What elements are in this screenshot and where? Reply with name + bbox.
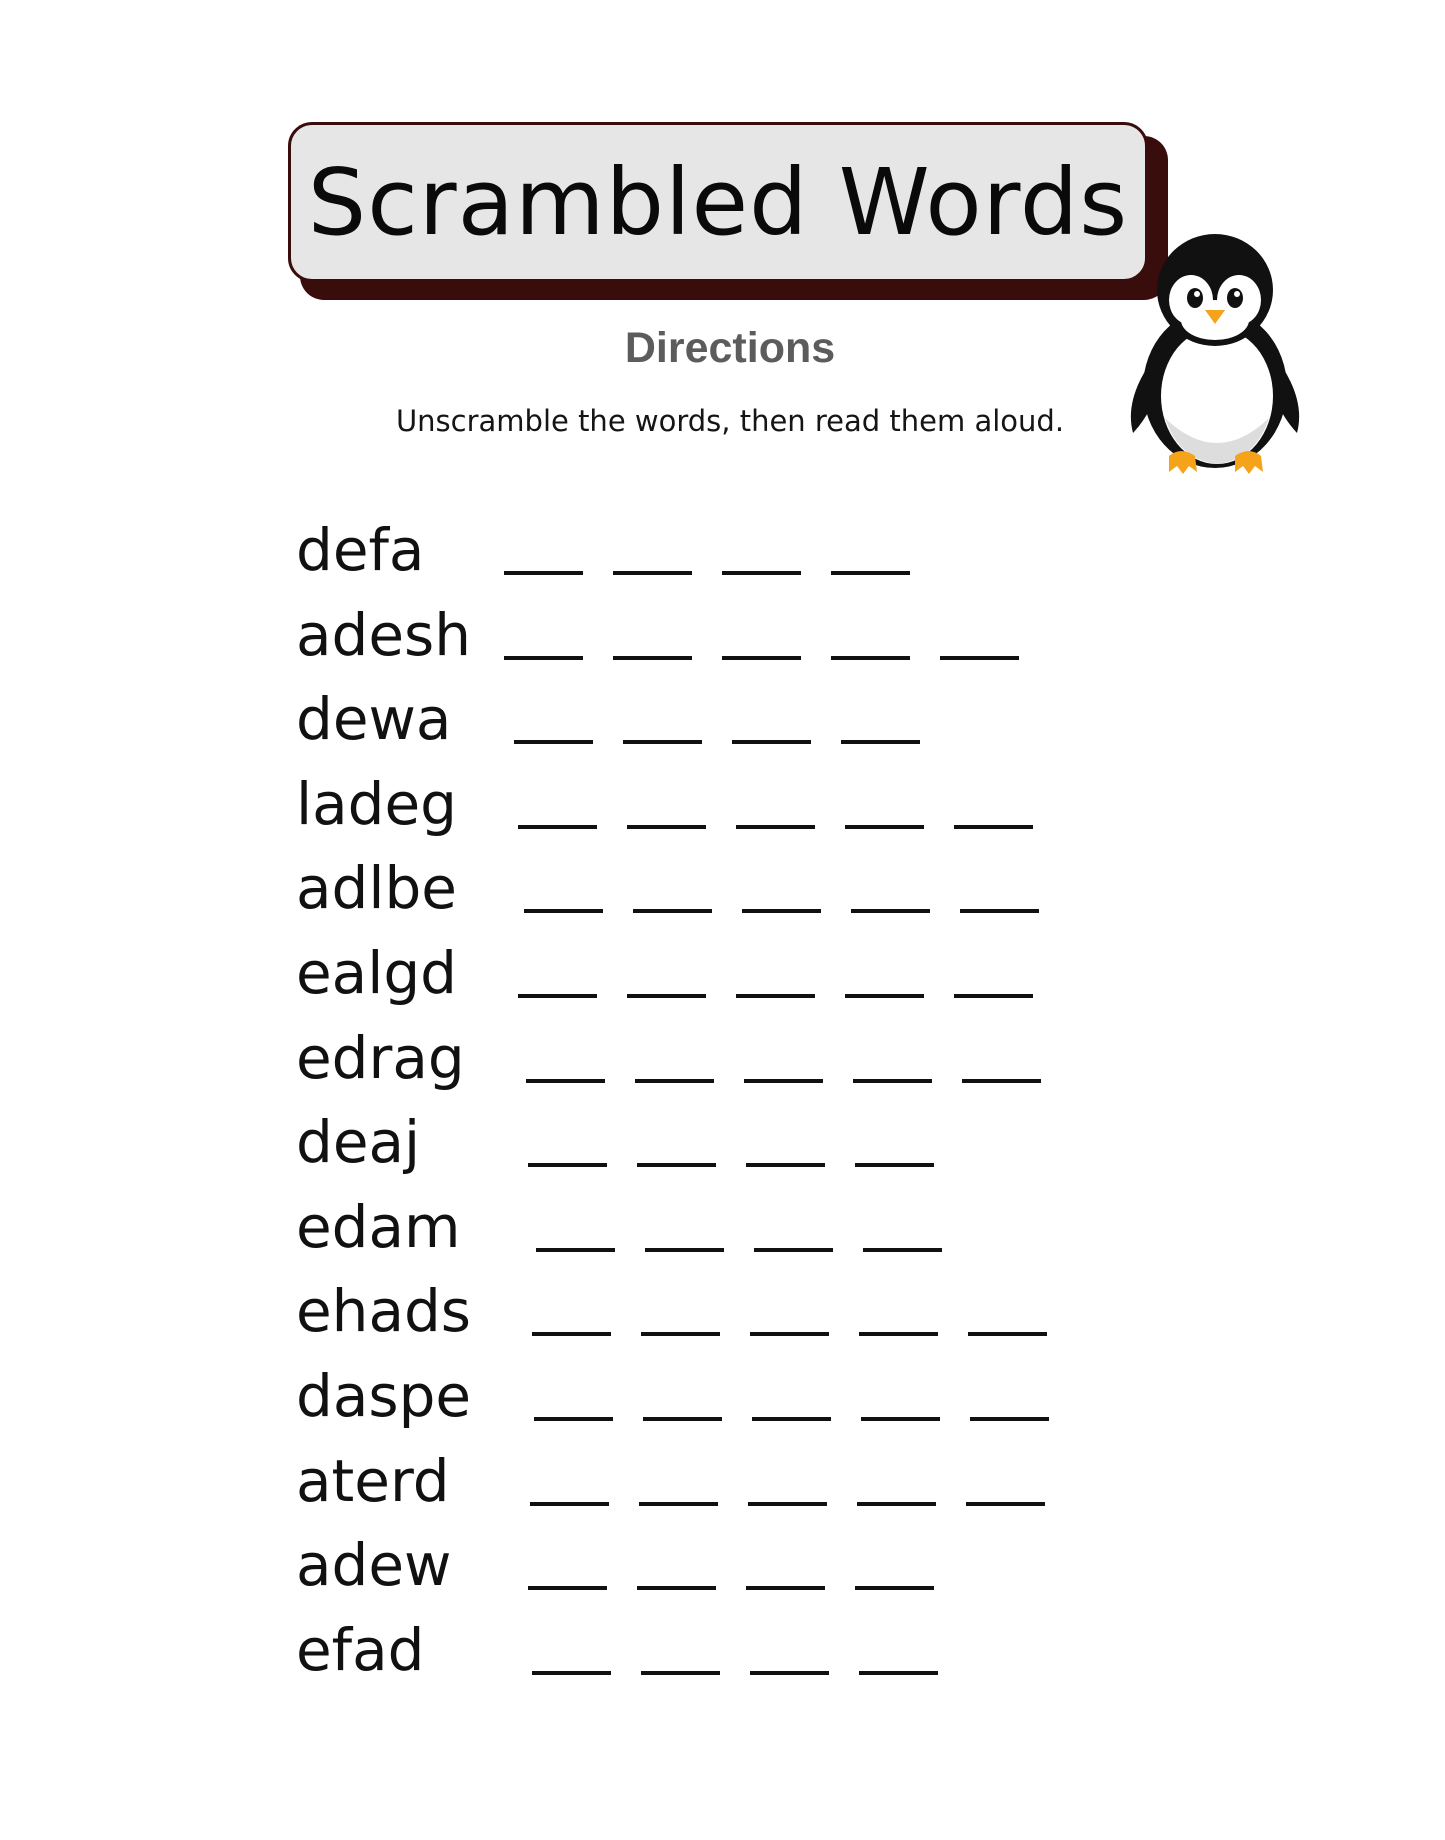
- scrambled-word: dewa: [296, 685, 452, 754]
- answer-blanks: [528, 1586, 934, 1590]
- letter-blank[interactable]: [750, 1671, 829, 1675]
- scrambled-word: adew: [296, 1531, 452, 1600]
- answer-blanks: [504, 656, 1019, 660]
- letter-blank[interactable]: [859, 1332, 938, 1336]
- letter-blank[interactable]: [845, 825, 924, 829]
- letter-blank[interactable]: [641, 1332, 720, 1336]
- letter-blank[interactable]: [940, 656, 1019, 660]
- letter-blank[interactable]: [855, 1586, 934, 1590]
- word-row: [296, 1269, 1196, 1354]
- word-row: [296, 1439, 1196, 1524]
- page-title: Scrambled Words: [307, 148, 1129, 256]
- letter-blank[interactable]: [532, 1671, 611, 1675]
- letter-blank[interactable]: [960, 909, 1039, 913]
- letter-blank[interactable]: [736, 825, 815, 829]
- answer-blanks: [534, 1417, 1049, 1421]
- letter-blank[interactable]: [534, 1417, 613, 1421]
- word-row: [296, 1608, 1196, 1693]
- letter-blank[interactable]: [528, 1586, 607, 1590]
- scrambled-word: aterd: [296, 1446, 450, 1515]
- letter-blank[interactable]: [635, 1079, 714, 1083]
- letter-blank[interactable]: [518, 994, 597, 998]
- letter-blank[interactable]: [746, 1163, 825, 1167]
- scrambled-word: edam: [296, 1192, 461, 1261]
- answer-blanks: [504, 571, 910, 575]
- letter-blank[interactable]: [643, 1417, 722, 1421]
- letter-blank[interactable]: [637, 1586, 716, 1590]
- letter-blank[interactable]: [861, 1417, 940, 1421]
- letter-blank[interactable]: [613, 571, 692, 575]
- scrambled-word: ladeg: [296, 769, 457, 838]
- letter-blank[interactable]: [623, 740, 702, 744]
- word-row: [296, 677, 1196, 762]
- scrambled-word: deaj: [296, 1108, 421, 1177]
- title-box: [288, 122, 1148, 282]
- answer-blanks: [528, 1163, 934, 1167]
- scrambled-word: edrag: [296, 1023, 465, 1092]
- letter-blank[interactable]: [722, 656, 801, 660]
- scrambled-word: ealgd: [296, 938, 457, 1007]
- letter-blank[interactable]: [853, 1079, 932, 1083]
- letter-blank[interactable]: [851, 909, 930, 913]
- letter-blank[interactable]: [962, 1079, 1041, 1083]
- letter-blank[interactable]: [859, 1671, 938, 1675]
- letter-blank[interactable]: [954, 825, 1033, 829]
- letter-blank[interactable]: [641, 1671, 720, 1675]
- scrambled-word: daspe: [296, 1361, 472, 1430]
- answer-blanks: [518, 994, 1033, 998]
- word-list: [296, 508, 1196, 1692]
- letter-blank[interactable]: [831, 656, 910, 660]
- answer-blanks: [532, 1332, 1047, 1336]
- letter-blank[interactable]: [742, 909, 821, 913]
- letter-blank[interactable]: [863, 1248, 942, 1252]
- letter-blank[interactable]: [746, 1586, 825, 1590]
- letter-blank[interactable]: [613, 656, 692, 660]
- letter-blank[interactable]: [536, 1248, 615, 1252]
- letter-blank[interactable]: [748, 1502, 827, 1506]
- penguin-icon: [1125, 228, 1305, 480]
- scrambled-word: adesh: [296, 600, 472, 669]
- answer-blanks: [532, 1671, 938, 1675]
- word-row: [296, 1185, 1196, 1270]
- word-row: [296, 593, 1196, 678]
- letter-blank[interactable]: [845, 994, 924, 998]
- word-row: [296, 508, 1196, 593]
- letter-blank[interactable]: [504, 571, 583, 575]
- letter-blank[interactable]: [518, 825, 597, 829]
- letter-blank[interactable]: [722, 571, 801, 575]
- letter-blank[interactable]: [966, 1502, 1045, 1506]
- letter-blank[interactable]: [970, 1417, 1049, 1421]
- word-row: [296, 762, 1196, 847]
- letter-blank[interactable]: [530, 1502, 609, 1506]
- letter-blank[interactable]: [855, 1163, 934, 1167]
- letter-blank[interactable]: [732, 740, 811, 744]
- letter-blank[interactable]: [857, 1502, 936, 1506]
- letter-blank[interactable]: [627, 825, 706, 829]
- letter-blank[interactable]: [968, 1332, 1047, 1336]
- scrambled-word: ehads: [296, 1277, 472, 1346]
- letter-blank[interactable]: [645, 1248, 724, 1252]
- letter-blank[interactable]: [954, 994, 1033, 998]
- letter-blank[interactable]: [637, 1163, 716, 1167]
- answer-blanks: [526, 1079, 1041, 1083]
- letter-blank[interactable]: [526, 1079, 605, 1083]
- answer-blanks: [530, 1502, 1045, 1506]
- word-row: [296, 1016, 1196, 1101]
- word-row: [296, 846, 1196, 931]
- answer-blanks: [536, 1248, 942, 1252]
- letter-blank[interactable]: [639, 1502, 718, 1506]
- letter-blank[interactable]: [750, 1332, 829, 1336]
- instructions-text: Unscramble the words, then read them aloud.: [395, 404, 1065, 438]
- answer-blanks: [524, 909, 1039, 913]
- word-row: [296, 931, 1196, 1016]
- letter-blank[interactable]: [744, 1079, 823, 1083]
- word-row: [296, 1523, 1196, 1608]
- letter-blank[interactable]: [524, 909, 603, 913]
- letter-blank[interactable]: [528, 1163, 607, 1167]
- word-row: [296, 1100, 1196, 1185]
- letter-blank[interactable]: [752, 1417, 831, 1421]
- letter-blank[interactable]: [841, 740, 920, 744]
- letter-blank[interactable]: [504, 656, 583, 660]
- answer-blanks: [514, 740, 920, 744]
- scrambled-word: adlbe: [296, 854, 457, 923]
- letter-blank[interactable]: [754, 1248, 833, 1252]
- letter-blank[interactable]: [736, 994, 815, 998]
- letter-blank[interactable]: [633, 909, 712, 913]
- answer-blanks: [518, 825, 1033, 829]
- letter-blank[interactable]: [514, 740, 593, 744]
- letter-blank[interactable]: [532, 1332, 611, 1336]
- scrambled-word: defa: [296, 516, 425, 584]
- directions-heading: Directions: [624, 324, 836, 372]
- scrambled-word: efad: [296, 1615, 425, 1684]
- word-row: [296, 1354, 1196, 1439]
- letter-blank[interactable]: [831, 571, 910, 575]
- letter-blank[interactable]: [627, 994, 706, 998]
